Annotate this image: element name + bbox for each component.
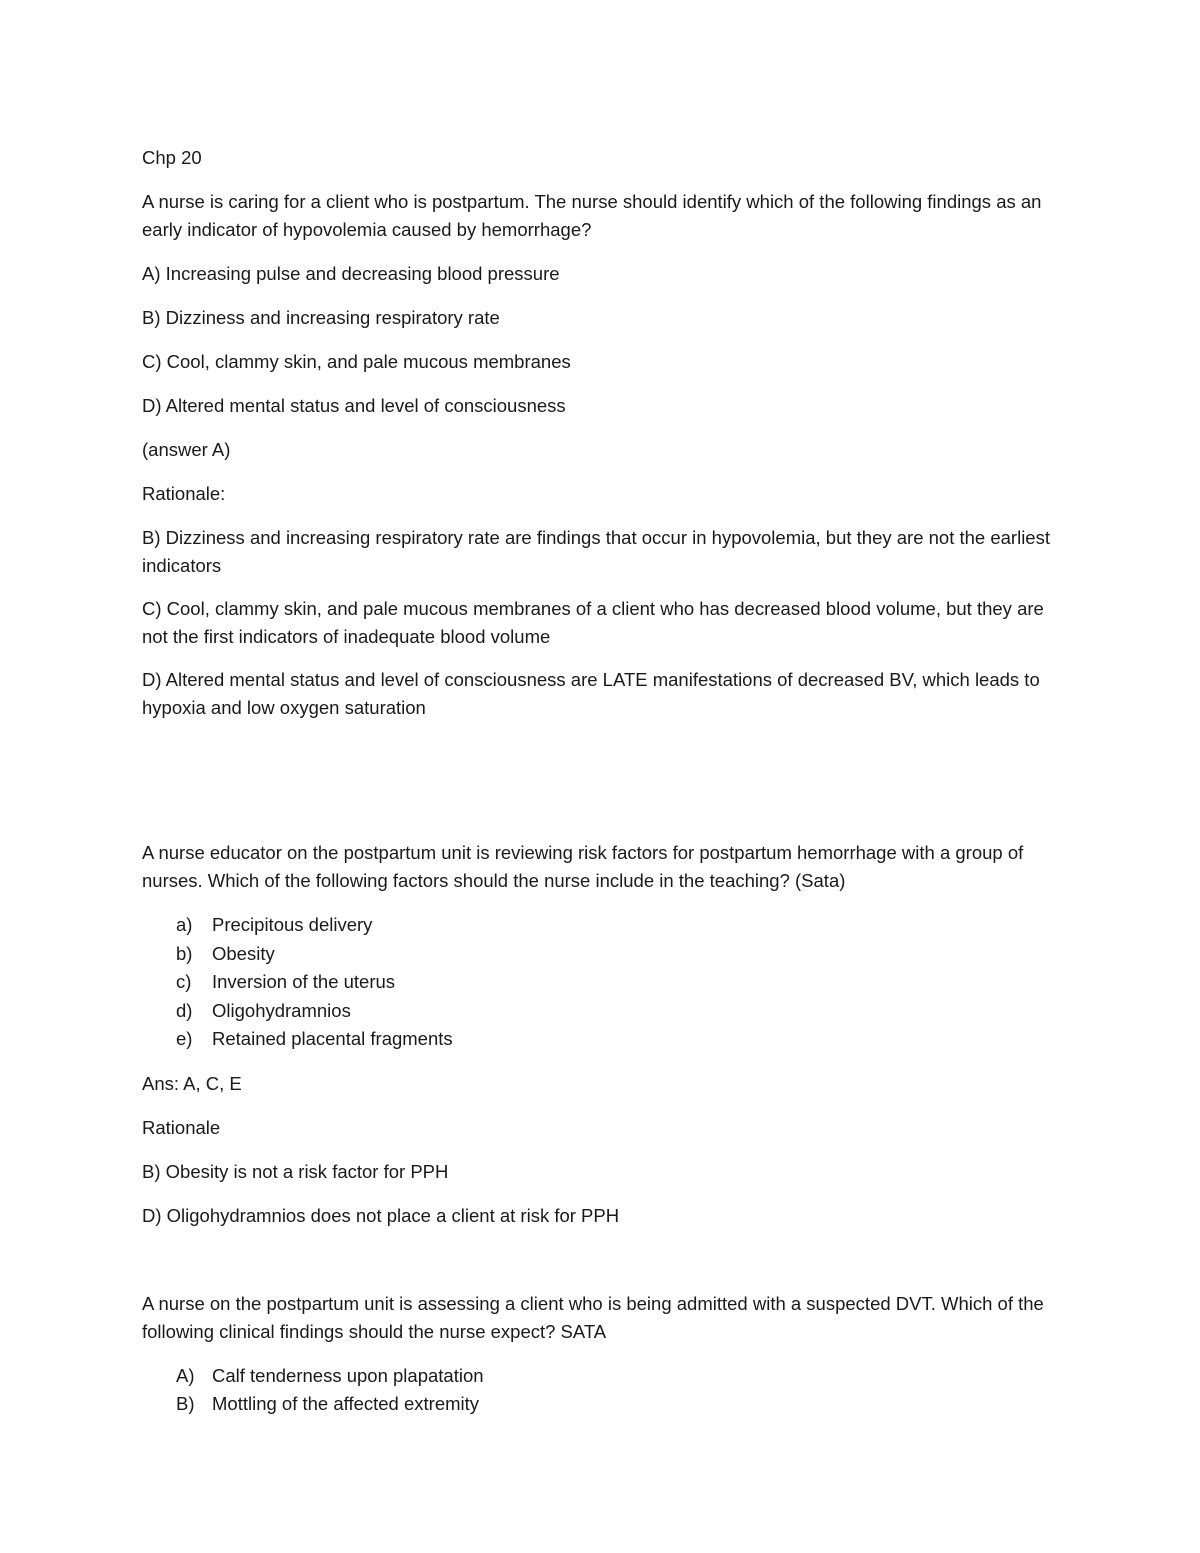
question-2-rationale: B) Obesity is not a risk factor for PPH: [142, 1160, 449, 1182]
question-3-stem: A nurse on the postpartum unit is assessing a client who is being admitted with a suspected DVT. Which of the following clinical findings should the nurse expect? SATA: [142, 1292, 1044, 1342]
option-marker: d): [176, 999, 193, 1021]
question-1-option: C) Cool, clammy skin, and pale mucous membranes: [142, 351, 571, 372]
list-item: [142, 911, 1062, 940]
list-item: [142, 968, 1062, 997]
list-item: [142, 1025, 1062, 1054]
list-item: [142, 1362, 1062, 1391]
document-body: [142, 144, 1062, 1435]
question-1-stem: A nurse is caring for a client who is postpartum. The nurse should identify which of the following findings as an early indicator of hypovolemia caused by hemorrhage?: [142, 191, 1042, 240]
question-1-option: B) Dizziness and increasing respiratory rate: [142, 307, 500, 328]
option-marker: c): [176, 971, 192, 992]
option-text: Inversion of the uterus: [212, 971, 396, 992]
option-text: Oligohydramnios: [212, 999, 351, 1021]
question-1-rationale: B) Dizziness and increasing respiratory rate are findings that occur in hypovolemia, but they are not the earliest indicators: [142, 527, 1050, 576]
question-1-answer: (answer A): [142, 439, 231, 460]
option-text: Mottling of the affected extremity: [212, 1393, 480, 1414]
option-text: Calf tenderness upon plapatation: [212, 1364, 484, 1386]
question-3-options: [142, 1362, 1062, 1419]
section-gap: [142, 1246, 1062, 1290]
question-2-stem: A nurse educator on the postpartum unit is reviewing risk factors for postpartum hemorrhage with a group of nurses. Which of the following factors should the nurse include in the teaching? (Sata): [142, 842, 1024, 891]
option-marker: b): [176, 942, 193, 964]
option-marker: B): [176, 1393, 195, 1414]
question-1-option: D) Altered mental status and level of consciousness: [142, 395, 566, 416]
question-1-rationale: D) Altered mental status and level of consciousness are LATE manifestations of decreased BV, which leads to hypoxia and low oxygen saturation: [142, 669, 1040, 718]
option-text: Obesity: [212, 942, 275, 964]
question-2-rationale-label: Rationale: [142, 1116, 221, 1138]
question-1-rationale: C) Cool, clammy skin, and pale mucous membranes of a client who has decreased blood volume, but they are not the first indicators of inadequate blood volume: [142, 598, 1044, 647]
question-2-options: [142, 911, 1062, 1054]
option-text: Retained placental fragments: [212, 1028, 453, 1049]
option-marker: e): [176, 1028, 193, 1049]
question-2-rationale: D) Oligohydramnios does not place a client at risk for PPH: [142, 1204, 620, 1226]
question-1-option: A) Increasing pulse and decreasing blood pressure: [142, 263, 560, 284]
option-text: Precipitous delivery: [212, 914, 373, 935]
list-item: [142, 997, 1062, 1026]
list-item: [142, 940, 1062, 969]
option-marker: a): [176, 914, 193, 935]
option-marker: A): [176, 1364, 195, 1386]
question-1-rationale-label: Rationale:: [142, 483, 226, 504]
question-2-answer: Ans: A, C, E: [142, 1072, 242, 1094]
section-gap: [142, 737, 1062, 839]
list-item: [142, 1390, 1062, 1419]
chapter-heading: Chp 20: [142, 147, 202, 168]
